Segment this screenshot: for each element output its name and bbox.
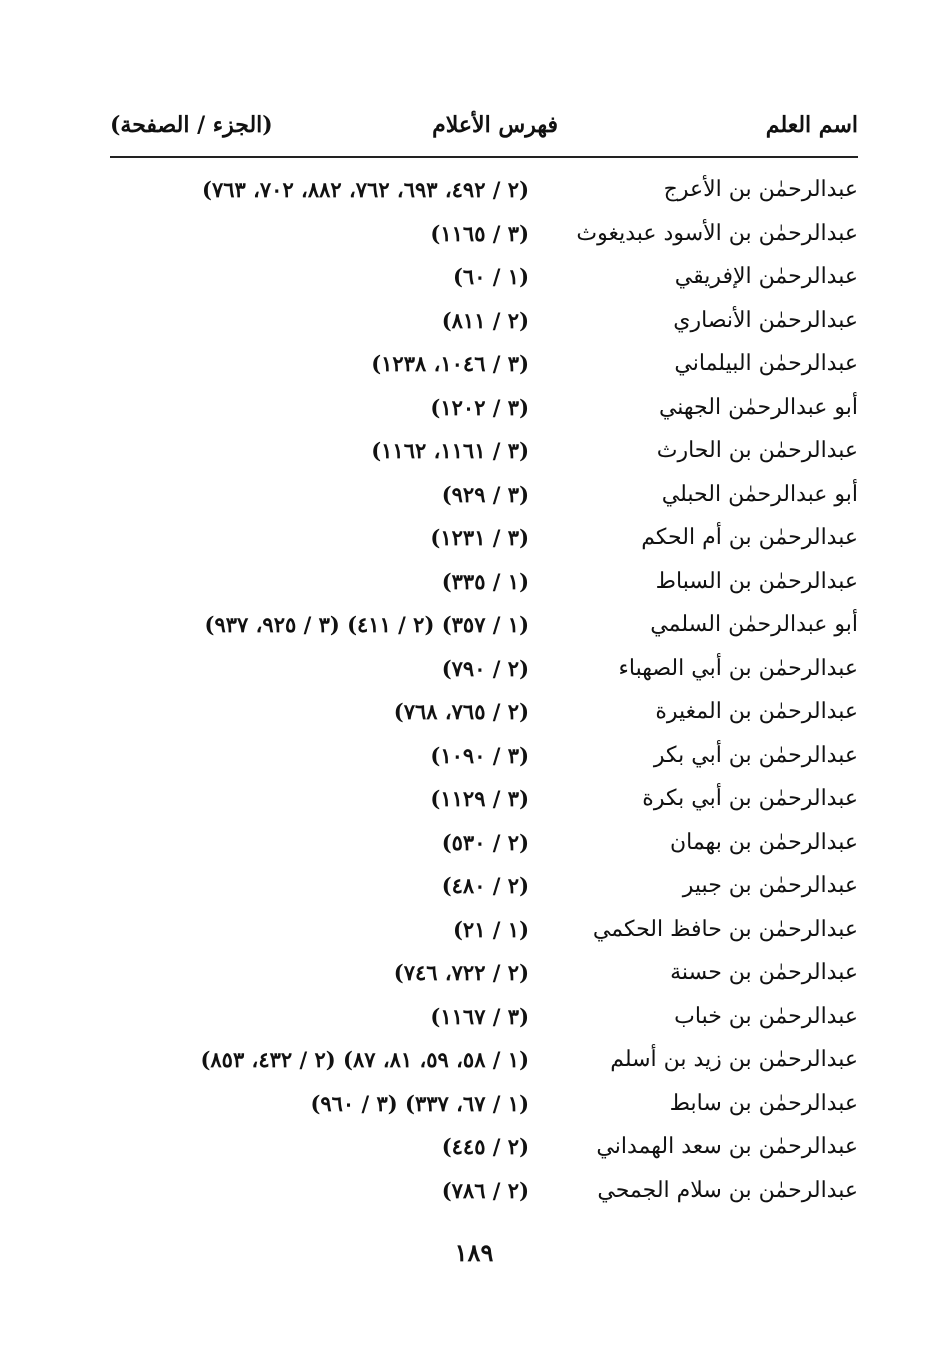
entry-name: عبدالرحمٰن بن أم الحكم [641,525,858,551]
entry-name: عبدالرحمٰن بن المغيرة [655,699,858,725]
entry-references: (١ / ٢١) [452,916,529,942]
index-entry [110,690,858,734]
entry-references: (٢ / ٤٤٥) [441,1134,529,1160]
entry-name: عبدالرحمٰن بن خباب [674,1003,858,1029]
entry-references: (٣ / ١٢٠٢) [430,394,529,420]
index-entry [110,342,858,386]
entry-references: (٣ / ٩٢٩) [441,481,529,507]
entry-name: عبدالرحمٰن الإفريقي [674,264,858,290]
entry-references: (٣ / ١٠٩٠) [430,742,529,768]
entry-name: عبدالرحمٰن بن سلام الجمحي [597,1177,858,1203]
entry-references: (٢ / ٥٣٠) [441,829,529,855]
name-column-heading: اسم العلم [765,112,858,138]
entry-references: (١ / ٣٥٧) (٢ / ٤١١) (٣ / ٩٢٥، ٩٣٧) [204,612,529,638]
entry-references: (٣ / ١١٦١، ١١٦٢) [371,438,529,464]
entry-references: (٣ / ١٠٤٦، ١٢٣٨) [371,351,529,377]
index-entry [110,255,858,299]
index-entry [110,995,858,1039]
entry-name: عبدالرحمٰن بن حافظ الحكمي [592,916,858,942]
entry-references: (١ / ٦٧، ٣٣٧) (٣ / ٩٦٠) [310,1090,529,1116]
index-entry [110,951,858,995]
index-entry [110,1125,858,1169]
entry-references: (٣ / ١١٦٧) [430,1003,529,1029]
index-title: فهرس الأعلام [432,112,558,138]
index-entry [110,734,858,778]
entry-name: عبدالرحمٰن بن الحارث [656,438,858,464]
index-entry [110,1038,858,1082]
index-entry [110,560,858,604]
page-header [110,112,858,152]
entry-references: (٢ / ٧٢٢، ٧٤٦) [393,960,529,986]
entry-references: (٢ / ٧٦٥، ٧٦٨) [393,699,529,725]
entry-name: عبدالرحمٰن البيلماني [674,351,858,377]
entry-name: عبدالرحمٰن بن جبير [682,873,858,899]
entry-references: (٢ / ٤٩٢، ٦٩٣، ٧٦٢، ٨٨٢، ٧٠٢، ٧٦٣) [202,177,529,203]
index-entry [110,908,858,952]
index-entry [110,168,858,212]
index-entry [110,777,858,821]
index-entry [110,516,858,560]
entry-references: (٣ / ١٢٣١) [430,525,529,551]
entry-references: (٣ / ١١٢٩) [430,786,529,812]
entry-references: (٣ / ١١٦٥) [430,220,529,246]
index-entry [110,429,858,473]
index-entry [110,386,858,430]
entry-name: عبدالرحمٰن بن الأسود عبديغوث [576,220,858,246]
header-divider [110,156,858,158]
index-entry [110,473,858,517]
entry-name: عبدالرحمٰن بن سابط [669,1090,858,1116]
entry-references: (٢ / ٧٨٦) [441,1177,529,1203]
index-entry-list [110,168,858,1212]
index-entry [110,821,858,865]
index-entry [110,1169,858,1213]
entry-name: عبدالرحمٰن بن الأعرج [663,177,858,203]
volume-page-column-heading: (الجزء / الصفحة) [110,112,273,138]
index-entry [110,212,858,256]
entry-references: (١ / ٦٠) [452,264,529,290]
entry-name: عبدالرحمٰن بن سعد الهمداني [596,1134,858,1160]
index-entry [110,299,858,343]
entry-name: عبدالرحمٰن بن حسنة [670,960,858,986]
page-number: ١٨٩ [454,1238,494,1267]
entry-references: (٢ / ٤٨٠) [441,873,529,899]
entry-name: عبدالرحمٰن بن أبي بكر [653,742,858,768]
entry-name: عبدالرحمٰن الأنصاري [673,307,858,333]
entry-name: أبو عبدالرحمٰن الحبلي [661,481,858,507]
entry-name: عبدالرحمٰن بن أبي بكرة [642,786,858,812]
entry-references: (٢ / ٨١١) [441,307,529,333]
index-entry [110,864,858,908]
entry-name: أبو عبدالرحمٰن الجهني [658,394,858,420]
entry-name: عبدالرحمٰن بن بهمان [669,829,858,855]
entry-references: (٢ / ٧٩٠) [441,655,529,681]
entry-name: أبو عبدالرحمٰن السلمي [650,612,858,638]
entry-name: عبدالرحمٰن بن زيد بن أسلم [610,1047,858,1073]
entry-name: عبدالرحمٰن بن السباط [655,568,858,594]
entry-name: عبدالرحمٰن بن أبي الصهباء [618,655,858,681]
entry-references: (١ / ٣٣٥) [441,568,529,594]
index-entry [110,647,858,691]
index-entry [110,603,858,647]
entry-references: (١ / ٥٨، ٥٩، ٨١، ٨٧) (٢ / ٤٣٢، ٨٥٣) [200,1047,529,1073]
index-entry [110,1082,858,1126]
